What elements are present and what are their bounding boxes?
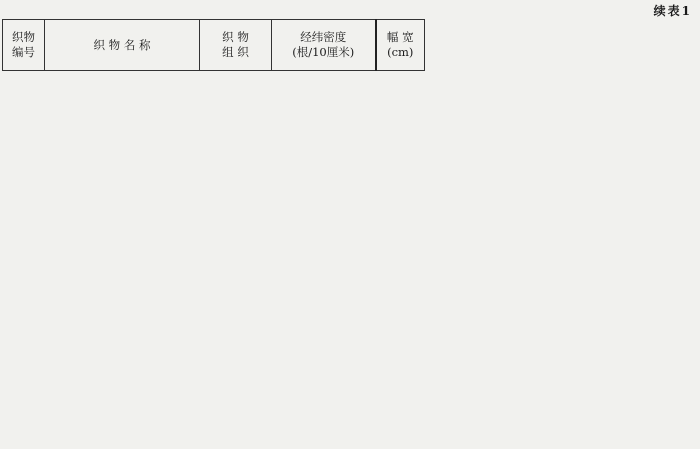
loom-parameter-table — [2, 19, 699, 71]
header-name — [45, 20, 200, 71]
continued-table-label: 续表1 — [653, 4, 692, 18]
header-line: 经纬密度 — [300, 30, 347, 44]
header-line: 织 物 名 称 — [93, 37, 151, 52]
header-width — [376, 20, 425, 71]
header-weave — [200, 20, 272, 71]
header-density — [272, 20, 376, 71]
header-line: 组 织 — [222, 45, 249, 59]
header-line: 织物 — [12, 30, 35, 44]
header-line: (cm) — [387, 45, 414, 59]
header-line: 编号 — [12, 45, 35, 59]
header-id — [3, 20, 45, 71]
table-header-row — [3, 20, 699, 71]
header-line: 织 物 — [222, 30, 249, 44]
header-line: 幅 宽 — [386, 30, 414, 44]
header-line: (根/10厘米) — [292, 45, 355, 59]
